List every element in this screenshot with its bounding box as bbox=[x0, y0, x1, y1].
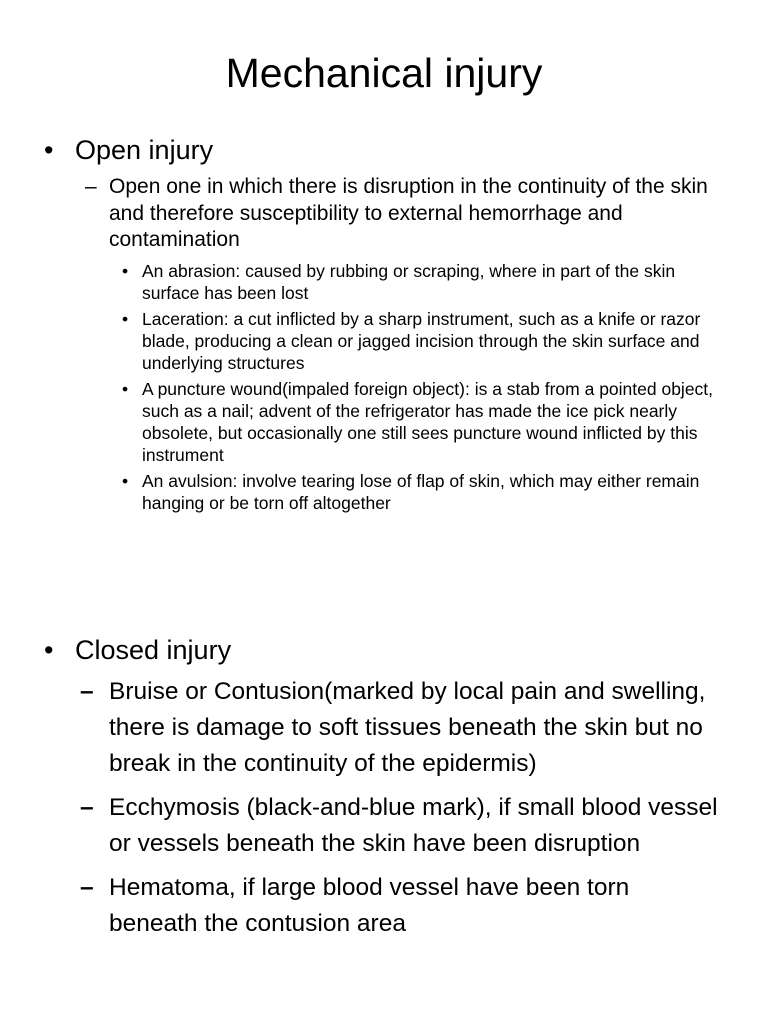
open-injury-definition bbox=[0, 174, 768, 254]
list-item bbox=[0, 378, 768, 466]
dash-icon: – bbox=[80, 794, 94, 821]
dash-icon: – bbox=[80, 678, 94, 705]
bullet-icon: • bbox=[122, 470, 129, 491]
closed-injury-heading bbox=[0, 630, 768, 670]
laceration-text: Laceration: a cut inflicted by a sharp instrument, such as a knife or razor blade, producing a clean or jagged incision through the skin surface and underlying structures bbox=[142, 308, 701, 373]
list-item bbox=[0, 870, 768, 942]
open-injury-definition-text: Open one in which there is disruption in the continuity of the skin and therefore susceptibility to external hemorrhage and contamination bbox=[109, 175, 708, 251]
dash-icon: – bbox=[80, 874, 94, 901]
puncture-wound-text: A puncture wound(impaled foreign object): is a stab from a pointed object, such as a nail; advent of the refrigerator has made the ice pick nearly obsolete, but occasionally one still sees puncture wound inflicted by this instrument bbox=[142, 378, 714, 465]
list-item bbox=[0, 308, 768, 374]
bullet-icon: • bbox=[122, 260, 129, 281]
dash-icon: – bbox=[85, 175, 97, 198]
open-injury-heading bbox=[0, 130, 768, 170]
bullet-icon: • bbox=[44, 635, 54, 665]
open-injury-section bbox=[0, 130, 768, 518]
abrasion-text: An abrasion: caused by rubbing or scraping, where in part of the skin surface has been lost bbox=[142, 260, 676, 303]
hematoma-text: Hematoma, if large blood vessel have been torn beneath the contusion area bbox=[109, 874, 630, 937]
ecchymosis-text: Ecchymosis (black-and-blue mark), if small blood vessel or vessels beneath the skin have been disruption bbox=[109, 794, 718, 857]
avulsion-text: An avulsion: involve tearing lose of flap of skin, which may either remain hanging or be torn off altogether bbox=[142, 470, 700, 513]
closed-injury-types-list bbox=[0, 674, 768, 942]
list-item bbox=[0, 260, 768, 304]
closed-injury-section bbox=[0, 630, 768, 950]
open-injury-heading-text: Open injury bbox=[75, 135, 214, 165]
bullet-icon: • bbox=[122, 308, 129, 329]
bullet-icon: • bbox=[44, 135, 54, 165]
bruise-contusion-text: Bruise or Contusion(marked by local pain and swelling, there is damage to soft tissues beneath the skin but no break in the continuity of the epidermis) bbox=[109, 678, 706, 777]
list-item bbox=[0, 790, 768, 862]
open-injury-types-list bbox=[0, 260, 768, 514]
closed-injury-heading-text: Closed injury bbox=[75, 635, 232, 665]
bullet-icon: • bbox=[122, 378, 129, 399]
list-item bbox=[0, 674, 768, 782]
slide-title: Mechanical injury bbox=[225, 50, 543, 96]
list-item bbox=[0, 470, 768, 514]
